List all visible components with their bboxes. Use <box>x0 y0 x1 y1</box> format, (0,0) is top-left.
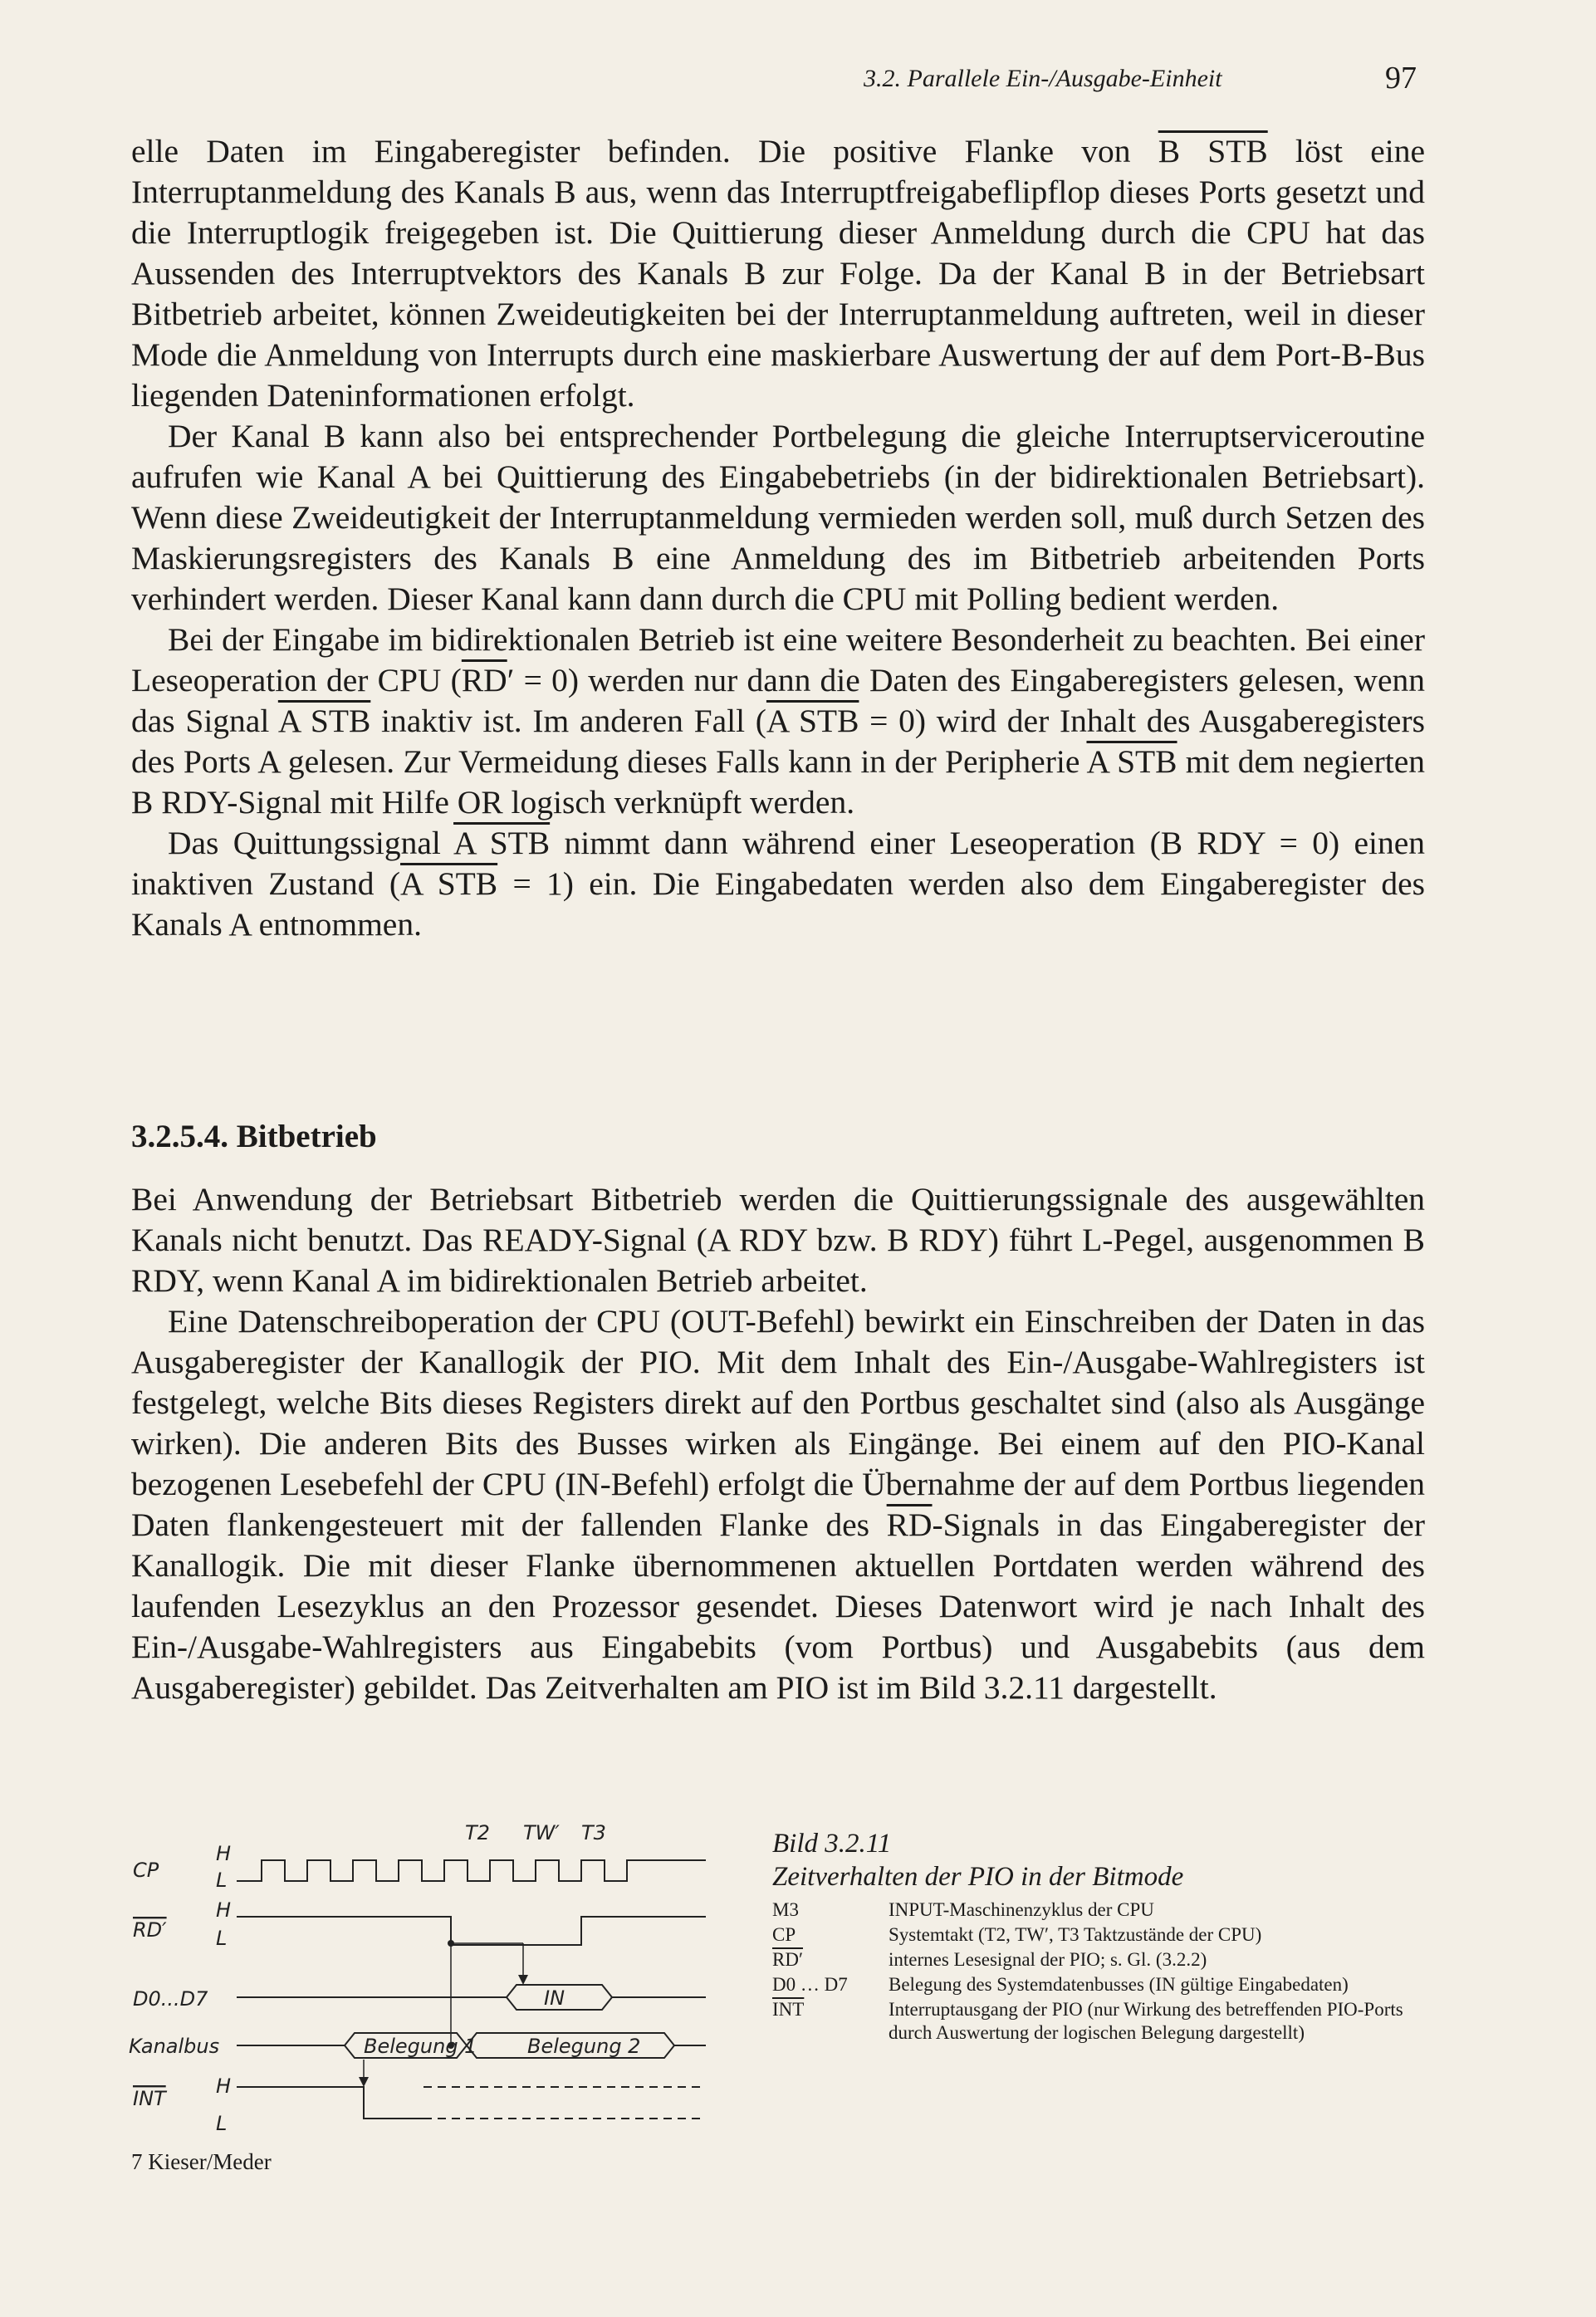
section-heading: 3.2.5.4. Bitbetrieb <box>131 1119 377 1154</box>
page-number: 97 <box>1385 61 1417 96</box>
cp-waveform <box>237 1860 706 1881</box>
signal-label: Kanalbus <box>129 2035 220 2058</box>
paragraph: Bei Anwendung der Betriebsart Bitbetrieb werden die Quittierungssignale des ausgewählten Kanals nicht benutzt. Das READY-Signal (A RDY bzw. B RDY) führt L-Pegel, ausgenommen B RDY, wenn Kanal A im bidirektionalen Betrieb arbeitet. <box>131 1181 1425 1299</box>
paragraph: Das Quittungssignal A STB nimmt dann während einer Leseoperation (B RDY = 0) einen inaktiven Zustand (A STB = 1) ein. Die Eingabedaten werden also dem Eingaberegister des Kanals A entnommen. <box>131 825 1425 943</box>
overlined-signal: A STB <box>453 825 551 861</box>
legend-row <box>772 1948 1437 1972</box>
caption-title: Bild 3.2.11 <box>772 1829 892 1859</box>
caption-subtitle: Zeitverhalten der PIO in der Bitmode <box>772 1862 1184 1892</box>
legend-key: RD′ <box>772 1949 803 1970</box>
legend-key: M3 <box>772 1899 799 1920</box>
paragraph: Der Kanal B kann also bei entsprechender Portbelegung die gleiche Interruptserviceroutine aufrufen wie Kanal A bei Quittierung des Eingabebetriebs (in der bidirektionalen Betriebsart). Wenn diese Zweideutigkeit der Interruptanmeldung vermieden werden soll, muß durch Setzen des Maskierungsregisters des Kanals B eine Anmeldung des im Bitbetrieb arbeitenden Ports verhindert werden. Dieser Kanal kann dann durch die CPU mit Polling bedient werden. <box>131 418 1425 617</box>
rd-waveform <box>237 1917 706 1945</box>
text-block-1 <box>131 131 1425 945</box>
overlined-signal: A STB <box>766 703 859 739</box>
text-block-2 <box>131 1179 1425 1708</box>
arrow-head <box>359 2077 369 2087</box>
overlined-signal: B STB <box>1158 133 1268 169</box>
running-head: 3.2. Parallele Ein-/Ausgabe-Einheit <box>864 65 1222 92</box>
level-high-label: H <box>216 1898 232 1922</box>
overlined-signal: A STB <box>400 865 498 902</box>
overlined-signal: A STB <box>1086 743 1177 780</box>
state-label: T2 <box>465 1821 490 1844</box>
signal-label: D0...D7 <box>133 1987 208 2011</box>
timing-diagram <box>125 1810 739 2151</box>
legend-key: D0 … D7 <box>772 1974 848 1995</box>
level-low-label: L <box>216 2112 228 2135</box>
level-high-label: H <box>216 2075 232 2098</box>
legend-desc: INPUT-Maschinenzyklus der CPU <box>889 1899 1154 1920</box>
overlined-signal: $\overline{RD}$ <box>886 1506 933 1543</box>
paragraph: Eine Datenschreiboperation der CPU (OUT-Befehl) bewirkt ein Einschreiben der Daten in das Ausgaberegister der Kanallogik der PIO. Mit dem Inhalt des Ein-/Ausgabe-Wahlregisters ist festgelegt, welche Bits dieses Registers direkt auf den Portbus geschaltet sind (also als Ausgänge wirken). Die anderen Bits des Busses wirken als Eingänge. Bei einem auf den PIO-Kanal bezogenen Lesebefehl der CPU (IN-Befehl) erfolgt die Übernahme der auf dem Portbus liegenden Daten flankengesteuert mit der fallenden Flanke des $\overline{RD}$-Signals in das Eingaberegister der Kanallogik. Die mit dieser Flanke übernommenen aktuellen Portdaten werden während des laufenden Lesezyklus an den Prozessor gesendet. Dieses Datenwort wird je nach Inhalt des Ein-/Ausgabe-Wahlregisters aus Eingabebits (vom Portbus) und Ausgabebits (aus dem Ausgaberegister) gebildet. Das Zeitverhalten am PIO ist im Bild 3.2.11 dargestellt. <box>131 1303 1425 1706</box>
arrow-head <box>518 1975 528 1985</box>
signal-label: RD′ <box>133 1918 167 1942</box>
legend-desc: Systemtakt (T2, TW′, T3 Taktzustände der CPU) <box>889 1924 1262 1945</box>
legend-row <box>772 1923 1437 1947</box>
paragraph: elle Daten im Eingaberegister befinden. Die positive Flanke von B STB löst eine Interruptanmeldung des Kanals B aus, wenn das Interruptfreigabeflipflop dieses Ports gesetzt und die Interruptlogik freigegeben ist. Die Quittierung dieser Anmeldung durch die CPU hat das Aussenden des Interruptvektors des Kanals B zur Folge. Da der Kanal B in der Betriebsart Bitbetrieb arbeitet, können Zweideutigkeiten bei der Interruptanmeldung auftreten, weil in dieser Mode die Anmeldung von Interrupts durch eine maskierbare Auswertung der auf dem Port-B-Bus liegenden Dateninformationen erfolgt. <box>131 133 1425 414</box>
legend-row <box>772 1998 1437 2045</box>
belegung1-label: Belegung 1 <box>364 2035 477 2058</box>
state-label: TW′ <box>523 1821 560 1844</box>
level-low-label: L <box>216 1869 228 1892</box>
timing-diagram-svg <box>125 1810 739 2151</box>
legend-key: $\overline{INT}$ <box>772 1999 805 2020</box>
page-footer: 7 Kieser/Meder <box>131 2149 272 2174</box>
signal-label: INT <box>133 2087 166 2110</box>
int-waveform <box>237 2087 423 2119</box>
legend-desc: internes Lesesignal der PIO; s. Gl. (3.2.2) <box>889 1949 1207 1970</box>
signal-label: CP <box>133 1859 159 1882</box>
figure-caption <box>772 1827 1437 2045</box>
legend-key: CP <box>772 1924 796 1945</box>
in-label: IN <box>544 1986 565 2010</box>
legend-row <box>772 1898 1437 1922</box>
legend-row <box>772 1973 1437 1996</box>
level-low-label: L <box>216 1927 228 1950</box>
legend-desc: Belegung des Systemdatenbusses (IN gültige Eingabedaten) <box>889 1974 1349 1995</box>
paragraph: Bei der Eingabe im bidirektionalen Betrieb ist eine weitere Besonderheit zu beachten. Bei einer Leseoperation der CPU $(\overline{RD}' = 0)$ werden nur dann die Daten des Eingaberegisters gelesen, wenn das Signal A STB inaktiv ist. Im anderen Fall (A STB = 0) wird der Inhalt des Ausgaberegisters des Ports A gelesen. Zur Vermeidung dieses Falls kann in der Peripherie A STB mit dem negierten B RDY-Signal mit Hilfe OR logisch verknüpft werden. <box>131 621 1425 821</box>
belegung2-label: Belegung 2 <box>527 2035 641 2058</box>
legend-desc: Interruptausgang der PIO (nur Wirkung des betreffenden PIO-Ports durch Auswertung der logischen Belegung dargestellt) <box>889 1999 1403 2043</box>
overlined-signal: A STB <box>277 703 371 739</box>
state-label: T3 <box>581 1821 606 1844</box>
level-high-label: H <box>216 1842 232 1865</box>
overlined-signal: $\overline{RD}$ <box>461 662 507 698</box>
junction-dot <box>448 1940 454 1947</box>
